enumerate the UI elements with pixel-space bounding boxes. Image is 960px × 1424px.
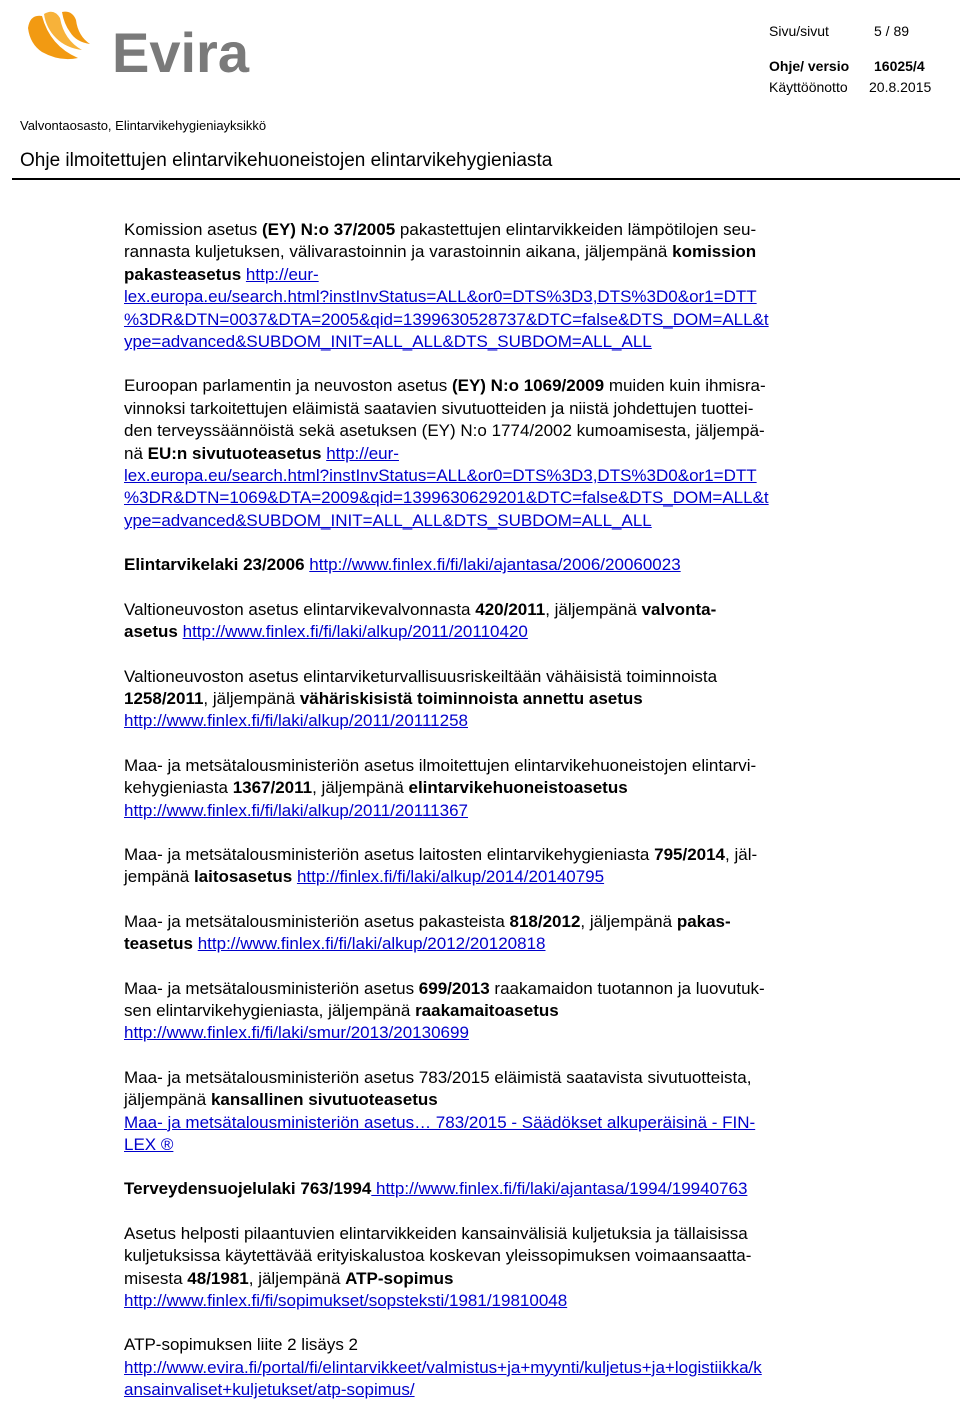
line [124,933,859,955]
text: rannasta kuljetuksen, välivarastoinnin ja varastoinnin aikana, jäljempänä [124,242,673,262]
bold: Terveydensuojelulaki 763/1994 [124,1179,372,1199]
paragraph-12 [124,1223,859,1313]
paragraph-11 [124,1178,859,1200]
bold: ATP-sopimus [345,1268,454,1288]
line [124,866,859,888]
link[interactable]: http://eur- [245,264,319,284]
text: , jäljempänä [312,778,409,798]
paragraph-8 [124,911,859,956]
bold: 699/2013 [418,978,490,998]
line: Asetus helposti pilaantuvien elintarvikkeiden kansainvälisiä kuljetuksia ja tällaisissa [124,1223,748,1243]
text: , jäljempänä [248,1268,346,1288]
text: sen elintarvikehygieniasta, jäljempänä [124,1000,416,1020]
link[interactable]: http://finlex.fi/fi/laki/alkup/2014/20140795 [296,867,605,887]
link[interactable]: http://www.finlex.fi/fi/laki/alkup/2011/20111367 [124,800,468,820]
line [124,599,859,621]
line [124,1000,859,1022]
text: , jäl- [725,844,758,864]
paragraph-5 [124,666,859,733]
bold: (EY) N:o 1069/2009 [451,376,605,396]
line [124,911,859,933]
paragraph-10 [124,1067,859,1157]
line [124,1178,859,1200]
link[interactable]: lex.europa.eu/search.html?instInvStatus=ALL&or0=DTS%3D3,DTS%3D0&or1=DTT [124,466,757,486]
paragraph-7 [124,844,859,889]
paragraph-9 [124,978,859,1045]
text: jempänä [124,867,194,887]
header-rule [12,178,960,180]
text: muiden kuin ihmisra- [604,376,766,396]
text: raakamaidon tuotannon ja luovutuk- [489,978,765,998]
link[interactable]: LEX ® [124,1135,174,1154]
line [124,978,859,1000]
link[interactable]: http://www.finlex.fi/fi/laki/ajantasa/1994/19940763 [371,1179,748,1199]
line [124,844,859,866]
text: nä [124,443,148,463]
link[interactable]: http://www.finlex.fi/fi/laki/alkup/2011/20110420 [182,622,528,642]
line: ATP-sopimuksen liite 2 lisäys 2 [124,1335,358,1355]
link[interactable]: ype=advanced&SUBDOM_INIT=ALL_ALL&DTS_SUBDOM=ALL_ALL [124,510,652,530]
line [124,241,859,263]
link[interactable]: http://www.finlex.fi/fi/laki/smur/2013/20130699 [124,1023,469,1043]
paragraph-1 [124,219,859,353]
intro-value: 20.8.2015 [869,79,932,95]
text: kehygieniasta [124,778,233,798]
bold: pakasteasetus [124,264,242,284]
link[interactable]: http://www.finlex.fi/fi/laki/alkup/2012/20120818 [197,934,546,954]
link[interactable]: http://www.evira.fi/portal/fi/elintarvikkeet/valmistus+ja+myynti/kuljetus+ja+logistiikka/k [124,1357,762,1377]
page-value: 5 / 89 [874,23,910,39]
line [124,1089,859,1111]
text: Maa- ja metsätalousministeriön asetus [124,978,419,998]
bold: 818/2012 [509,911,581,931]
bold: EU:n sivutuoteasetus [147,443,322,463]
bold: raakamaitoasetus [415,1000,559,1020]
paragraph-2 [124,375,859,532]
line [124,621,859,643]
line [124,1268,859,1290]
link[interactable]: %3DR&DTN=0037&DTA=2005&qid=1399630528737&DTC=false&DTS_DOM=ALL&t [124,309,769,329]
line [124,554,859,576]
link[interactable]: http://www.finlex.fi/fi/sopimukset/sopsteksti/1981/19810048 [124,1291,568,1311]
text: Maa- ja metsätalousministeriön asetus laitosten elintarvikehygieniasta [124,844,655,864]
bold: 48/1981 [187,1268,249,1288]
line: Maa- ja metsätalousministeriön asetus 783/2015 eläimistä saatavista sivutuotteista, [124,1067,752,1087]
bold: 795/2014 [654,844,726,864]
line: Maa- ja metsätalousministeriön asetus ilmoitettujen elintarvikehuoneistojen elintarvi- [124,755,757,775]
text: misesta [124,1268,188,1288]
bold: 420/2011 [475,599,546,619]
link[interactable]: %3DR&DTN=1069&DTA=2009&qid=1399630629201&DTC=false&DTS_DOM=ALL&t [124,488,769,508]
link[interactable]: lex.europa.eu/search.html?instInvStatus=ALL&or0=DTS%3D3,DTS%3D0&or1=DTT [124,287,757,307]
text: , jäljempänä [580,911,677,931]
bold: kansallinen sivutuoteasetus [210,1090,438,1110]
evira-logo [20,6,260,86]
bold: valvonta- [641,599,717,619]
intro-label: Käyttöönotto [769,79,848,95]
bold: 1367/2011 [232,778,313,798]
logo-wordmark: Evira [112,21,249,84]
text: Valtioneuvoston asetus elintarvikevalvonnasta [124,599,476,619]
page-label: Sivu/sivut [769,23,829,39]
bold: (EY) N:o 37/2005 [261,220,396,239]
line [124,375,859,397]
bold: Elintarvikelaki 23/2006 [124,555,305,575]
line [124,219,859,241]
paragraph-6 [124,755,859,822]
bold: elintarvikehuoneistoasetus [408,778,628,798]
guide-value: 16025/4 [874,58,925,74]
text: pakastettujen elintarvikkeiden lämpötilojen seu- [395,220,757,239]
link[interactable]: http://eur- [326,443,399,463]
link[interactable]: http://www.finlex.fi/fi/laki/ajantasa/2006/20060023 [309,555,681,575]
line: vinnoksi tarkoitettujen eläimistä saatavien sivutuotteiden ja niistä johdettujen tuottei- [124,398,754,418]
line [124,688,859,710]
department: Valvontaosasto, Elintarvikehygieniayksikkö [20,118,267,133]
text: , jäljempänä [203,688,300,708]
text: Maa- ja metsätalousministeriön asetus pakasteista [124,911,510,931]
line: Valtioneuvoston asetus elintarviketurvallisuusriskeiltään vähäisistä toiminnoista [124,666,718,686]
guide-label: Ohje/ versio [769,58,850,74]
link[interactable]: ype=advanced&SUBDOM_INIT=ALL_ALL&DTS_SUBDOM=ALL_ALL [124,332,652,352]
line: den terveyssäännöistä sekä asetuksen (EY) N:o 1774/2002 kumoamisesta, jäljempä- [124,421,765,441]
bold: 1258/2011 [124,688,204,708]
text: jäljempänä [124,1090,211,1110]
link[interactable]: http://www.finlex.fi/fi/laki/alkup/2011/20111258 [124,711,468,731]
line [124,777,859,799]
document-title: Ohje ilmoitettujen elintarvikehuoneistojen elintarvikehygieniasta [20,150,553,171]
line: kuljetuksissa käytettävää erityiskalustoa koskevan yleissopimuksen voimaansaatta- [124,1246,752,1266]
link[interactable]: Maa- ja metsätalousministeriön asetus… 783/2015 - Säädökset alkuperäisinä - FIN- [124,1112,756,1132]
text: Euroopan parlamentin ja neuvoston asetus [124,376,452,396]
bold: laitosasetus [193,867,293,887]
bold: asetus [124,622,178,642]
link[interactable]: ansainvaliset+kuljetukset/atp-sopimus/ [124,1380,415,1400]
paragraph-4 [124,599,859,644]
bold: vähäriskisistä toiminnoista annettu asetus [299,688,643,708]
text: Komission asetus [124,220,262,239]
text: , jäljempänä [545,599,642,619]
line [124,264,859,286]
bold: teasetus [124,934,193,954]
bold: komission [672,242,757,262]
line [124,443,859,465]
paragraph-3 [124,554,859,576]
bold: pakas- [676,911,731,931]
paragraph-13 [124,1334,859,1401]
document-body [124,219,859,1424]
